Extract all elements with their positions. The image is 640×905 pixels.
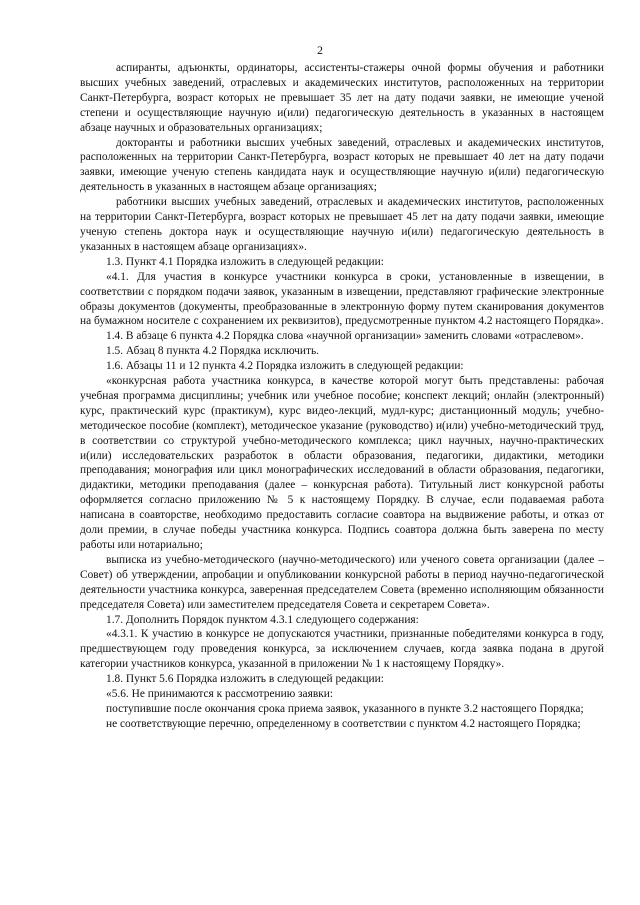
paragraph-late-applications: поступившие после окончания срока приема заявок, указанного в пункте 3.2 настоящего Порядка;	[106, 702, 584, 715]
paragraph-nonconforming: не соответствующие перечню, определенному в соответствии с пунктом 4.2 настоящего Порядка;	[106, 717, 581, 730]
paragraph-clause-4-1: «4.1. Для участия в конкурсе участники конкурса в сроки, установленные в извещении, в соответствии с порядком подачи заявок, указанным в извещении, представляют графические электронные образы документов (документы, преобразованные в электронную форму путем сканирования документов на бумажном носителе с сохранением их реквизитов), предусмотренные пунктом 4.2 настоящего Порядка».	[80, 270, 604, 328]
paragraph-clause-5-6: «5.6. Не принимаются к рассмотрению заявки:	[106, 688, 334, 701]
paragraph-item-1-5: 1.5. Абзац 8 пункта 4.2 Порядка исключить.	[106, 345, 320, 358]
page-number: 2	[317, 43, 323, 57]
paragraph-item-1-8: 1.8. Пункт 5.6 Порядка изложить в следующей редакции:	[106, 673, 384, 686]
paragraph-doctoral-students: докторанты и работники высших учебных заведений, отраслевых и академических институтов, расположенных на территории Санкт-Петербурга, возраст которых не превышает 40 лет на дату подачи заявки, имеющие ученую степень кандидата наук и осуществляющие научную и(или) педагогическую деятельность в указанных в настоящем абзаце организациях;	[80, 136, 604, 194]
paragraph-workers: работники высших учебных заведений, отраслевых и академических институтов, расположенных на территории Санкт-Петербурга, возраст которых не превышает 45 лет на дату подачи заявки, имеющие ученую степень доктора наук и осуществляющие научную и(или) педагогическую деятельность в указанных в настоящем абзаце организациях».	[80, 196, 604, 253]
paragraph-item-1-6: 1.6. Абзацы 11 и 12 пункта 4.2 Порядка изложить в следующей редакции:	[106, 360, 464, 373]
paragraph-clause-4-3-1: «4.3.1. К участию в конкурсе не допускаются участники, признанные победителями конкурса в году, предшествующем году проведения конкурса, за исключением случаев, когда заявка подана в другой категории участников конкурса, указанной в приложении № 1 к настоящему Порядку».	[80, 628, 604, 671]
paragraph-council-extract: выписка из учебно-методического (научно-методического) или ученого совета организации (далее – Совет) об утверждении, апробации и опубликовании конкурсной работы в период научно-педагогической деятельности участника конкурса, заверенная председателем Совета (временно исполняющим обязанности председателя Совета) или заместителем председателя Совета и секретарем Совета».	[80, 553, 604, 611]
paragraph-contest-work: «конкурсная работа участника конкурса, в качестве которой могут быть представлены: рабочая учебная программа дисциплины; учебник или учебное пособие; конспект лекций; онлайн (электронный) курс, практический курс (практикум), курс видео-лекций, мудл-курс; дистанционный модуль; учебно-методическое пособие (комплект), методическое указание (руководство) и(или) учебно-методический труд, в соответствии со структурой учебно-методического комплекса; цикл научных, научно-практических и(или) исследовательских разработок в области образования, педагогики, дидактики, методики преподавания; монография или цикл монографических исследований в области образования, педагогики, дидактики, методики преподавания (далее – конкурсная работа). Титульный лист конкурсной работы оформляется согласно приложению № 5 к настоящему Порядку. В случае, если подаваемая работа написана в соавторстве, необходимо предоставить согласие соавтора на выдвижение работы, и отказ от доли премии, в случае победы участника конкурса. Подпись соавтора должна быть заверена по месту работы или нотариально;	[80, 375, 604, 551]
paragraph-item-1-7: 1.7. Дополнить Порядок пунктом 4.3.1 следующего содержания:	[106, 613, 419, 626]
paragraph-item-1-4: 1.4. В абзаце 6 пункта 4.2 Порядка слова «научной организации» заменить словами «отраслевом».	[106, 330, 584, 343]
document-body	[80, 61, 604, 732]
paragraph-postgraduates: аспиранты, адъюнкты, ординаторы, ассистенты-стажеры очной формы обучения и работники высших учебных заведений, отраслевых и академических институтов, расположенных на территории Санкт-Петербурга, возраст которых не превышает 35 лет на дату подачи заявки, не имеющие ученой степени и осуществляющие научную и(или) педагогическую деятельность в указанных в настоящем абзаце научных и образовательных организациях;	[80, 62, 604, 134]
paragraph-item-1-3: 1.3. Пункт 4.1 Порядка изложить в следующей редакции:	[106, 255, 384, 268]
